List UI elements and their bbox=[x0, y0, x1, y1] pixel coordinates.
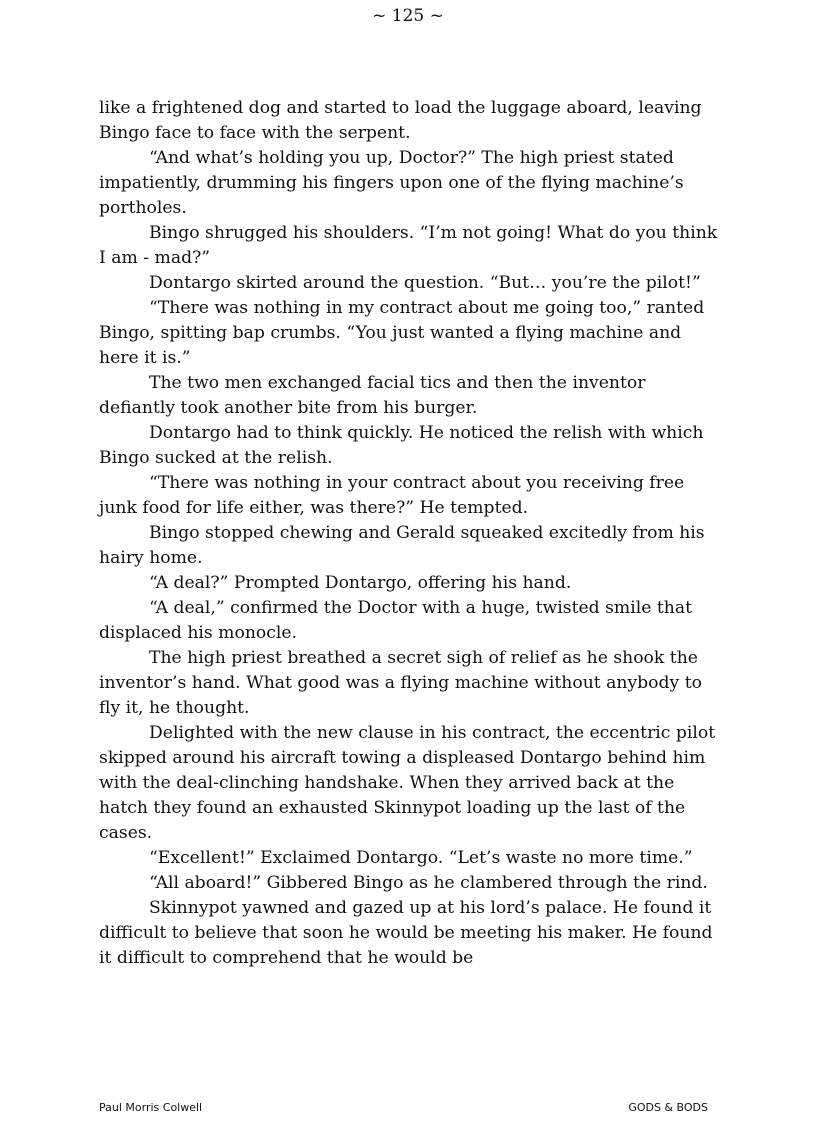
paragraph: The high priest breathed a secret sigh of relief as he shook the inventor’s hand. What good was a flying machine without anybody to fly it, he thought. bbox=[99, 648, 702, 718]
paragraph: “Excellent!” Exclaimed Dontargo. “Let’s waste no more time.” bbox=[149, 848, 693, 868]
paragraph: “There was nothing in my contract about me going too,” ranted Bingo, spitting bap crumbs. “You just wanted a flying machine and here it is.” bbox=[99, 298, 705, 368]
paragraph: Bingo shrugged his shoulders. “I’m not going! What do you think I am - mad?” bbox=[99, 223, 718, 268]
paragraph: Bingo stopped chewing and Gerald squeaked excitedly from his hairy home. bbox=[99, 523, 705, 568]
paragraph: Dontargo had to think quickly. He noticed the relish with which Bingo sucked at the relish. bbox=[99, 423, 704, 468]
paragraph: “And what’s holding you up, Doctor?” The high priest stated impatiently, drumming his fingers upon one of the flying machine’s portholes. bbox=[99, 148, 684, 218]
paragraph: Delighted with the new clause in his contract, the eccentric pilot skipped around his aircraft towing a displeased Dontargo behind him with the deal-clinching handshake. When they arrived back at the hatch they found an exhausted Skinnypot loading up the last of the cases. bbox=[99, 723, 716, 843]
paragraph: “All aboard!” Gibbered Bingo as he clambered through the rind. bbox=[149, 873, 708, 893]
paragraph: “A deal,” confirmed the Doctor with a huge, twisted smile that displaced his monocle. bbox=[99, 598, 692, 643]
paragraph: Skinnypot yawned and gazed up at his lord’s palace. He found it difficult to believe that soon he would be meeting his maker. He found it difficult to comprehend that he would be bbox=[99, 898, 713, 968]
paragraph: like a frightened dog and started to load the luggage aboard, leaving Bingo face to face with the serpent. bbox=[99, 98, 702, 143]
paragraph: “A deal?” Prompted Dontargo, offering his hand. bbox=[149, 573, 572, 593]
paragraph: Dontargo skirted around the question. “But… you’re the pilot!” bbox=[149, 273, 701, 293]
paragraph: The two men exchanged facial tics and then the inventor defiantly took another bite from his burger. bbox=[99, 373, 646, 418]
page-number: ~ 125 ~ bbox=[372, 6, 444, 26]
paragraph: “There was nothing in your contract about you receiving free junk food for life either, was there?” He tempted. bbox=[99, 473, 685, 518]
footer-book-title: GODS & BODS bbox=[628, 1101, 708, 1114]
footer-author: Paul Morris Colwell bbox=[99, 1101, 203, 1114]
body-text bbox=[99, 96, 724, 971]
